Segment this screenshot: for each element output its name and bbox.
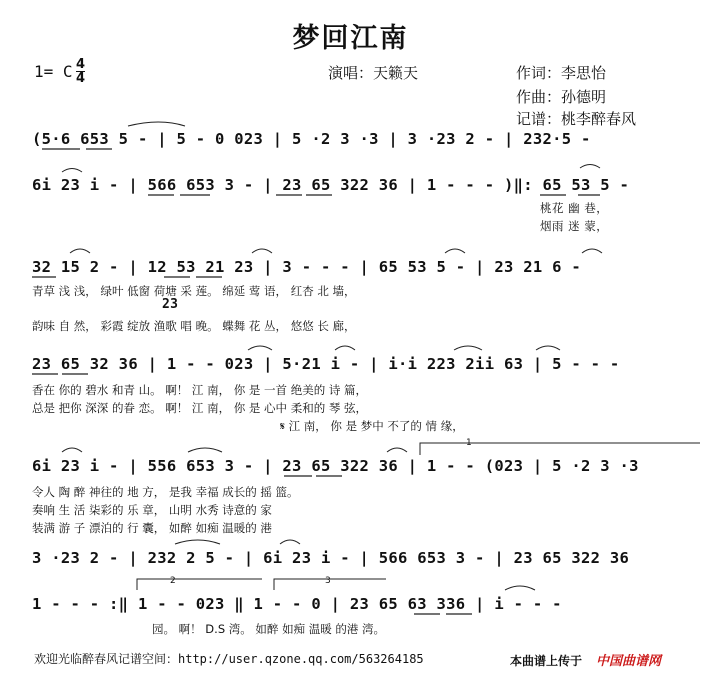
lyric-row-2-2: 烟雨 迷 蒙， bbox=[540, 219, 609, 233]
slur-mark bbox=[454, 346, 482, 350]
volta-bracket bbox=[137, 579, 262, 590]
slur-mark bbox=[580, 165, 600, 169]
slur-mark bbox=[62, 169, 82, 173]
meter-bottom: 4 bbox=[76, 71, 86, 86]
upload-note: 本曲谱上传于 bbox=[510, 654, 583, 668]
singer-credit: 演唱：天籁天 bbox=[328, 64, 419, 82]
notation-row-7: 1 - - - :‖ 1 - - 023 ‖ 1 - - 0 | 23 65 63 336 | i - - - bbox=[32, 595, 562, 613]
slur-mark bbox=[252, 249, 272, 253]
notation-row-6: 3 ·23 2 - | 232 2 5 - | 6i 23 i - | 566 653 3 - | 23 65 322 36 bbox=[32, 549, 630, 567]
slur-mark bbox=[445, 249, 465, 253]
slur-mark bbox=[280, 540, 300, 544]
slur-mark bbox=[536, 346, 560, 350]
lyric-row-2-1: 桃花 幽 巷， bbox=[540, 201, 609, 215]
slur-mark bbox=[387, 448, 407, 452]
volta-3-label: 3 bbox=[325, 576, 331, 586]
volta-1-label: 1 bbox=[466, 438, 472, 448]
volta-bracket bbox=[420, 443, 700, 455]
transcriber-credit: 记谱：桃李醉春风 bbox=[516, 110, 637, 128]
lyric-row-3-2: 韵味 自 然， 彩霞 绽放 渔歌 唱 晚。 蝶舞 花 丛， 悠悠 长 廊， bbox=[32, 319, 356, 333]
slur-mark bbox=[128, 122, 185, 126]
lyricist-credit: 作词：李思怡 bbox=[516, 64, 607, 82]
composer-credit: 作曲：孙德明 bbox=[516, 88, 607, 106]
slur-mark bbox=[582, 249, 602, 253]
slur-mark bbox=[248, 346, 272, 350]
alt-notes: 23 bbox=[162, 297, 179, 312]
lyric-row-4-1: 香在 你的 碧水 和青 山。 啊！ 江 南， 你 是 一首 绝美的 诗 篇， bbox=[32, 383, 368, 397]
key-signature: 1= C bbox=[34, 62, 73, 81]
lyric-row-5-3: 装满 游 子 漂泊的 行 囊， 如醉 如痴 温暖的 港 bbox=[32, 521, 272, 535]
slur-mark bbox=[188, 448, 222, 452]
notation-row-1: (5·6 653 5 - | 5 - 0 023 | 5 ·2 3 ·3 | 3 ·23 2 - | 232·5 - bbox=[32, 130, 591, 148]
lyric-row-4-2: 总是 把你 深深 的眷 恋。 啊！ 江 南， 你 是 心中 柔和的 琴 弦， bbox=[32, 401, 368, 415]
meter-top: 4 bbox=[76, 57, 86, 72]
notation-row-4: 23 65 32 36 | 1 - - 023 | 5·21 i - | i·i 223 2ii 63 | 5 - - - bbox=[32, 355, 620, 373]
lyric-row-7-1: 园。 啊！ D.S 湾。 如醉 如痴 温暖 的港 湾。 bbox=[152, 622, 386, 636]
lyric-row-4-3: 𝄋 江 南， 你 是 梦中 不了的 情 缘， bbox=[280, 419, 464, 433]
slur-mark bbox=[70, 249, 90, 253]
notation-row-3: 32 15 2 - | 12 53 21 23 | 3 - - - | 65 53 5 - | 23 21 6 - bbox=[32, 258, 582, 276]
song-title: 梦回江南 bbox=[292, 23, 409, 54]
volta-2-label: 2 bbox=[170, 576, 176, 586]
slur-mark bbox=[505, 586, 535, 590]
volta-bracket bbox=[274, 579, 386, 590]
site-logo: 中国曲谱网 bbox=[596, 654, 662, 669]
lyric-row-3-1: 青草 浅 浅， 绿叶 低窗 荷塘 采 莲。 绵延 莺 语， 红杏 北 墙， bbox=[32, 284, 356, 298]
lyric-row-5-1: 令人 陶 醉 神往的 地 方， 是我 幸福 成长的 摇 篮。 bbox=[32, 485, 299, 499]
lyric-row-5-2: 奏响 生 活 柒彩的 乐 章， 山明 水秀 诗意的 家 bbox=[32, 503, 272, 517]
slur-mark bbox=[175, 540, 220, 544]
slur-mark bbox=[335, 346, 355, 350]
visit-footer: 欢迎光临醉春风记谱空间：http://user.qzone.qq.com/563264185 bbox=[34, 652, 424, 666]
slur-mark bbox=[62, 448, 82, 452]
notation-row-5: 6i 23 i - | 556 653 3 - | 23 65 322 36 | 1 - - (023 | 5 ·2 3 ·3 bbox=[32, 457, 639, 475]
notation-row-2: 6i 23 i - | 566 653 3 - | 23 65 322 36 | 1 - - - )‖: 65 53 5 - bbox=[32, 176, 630, 194]
